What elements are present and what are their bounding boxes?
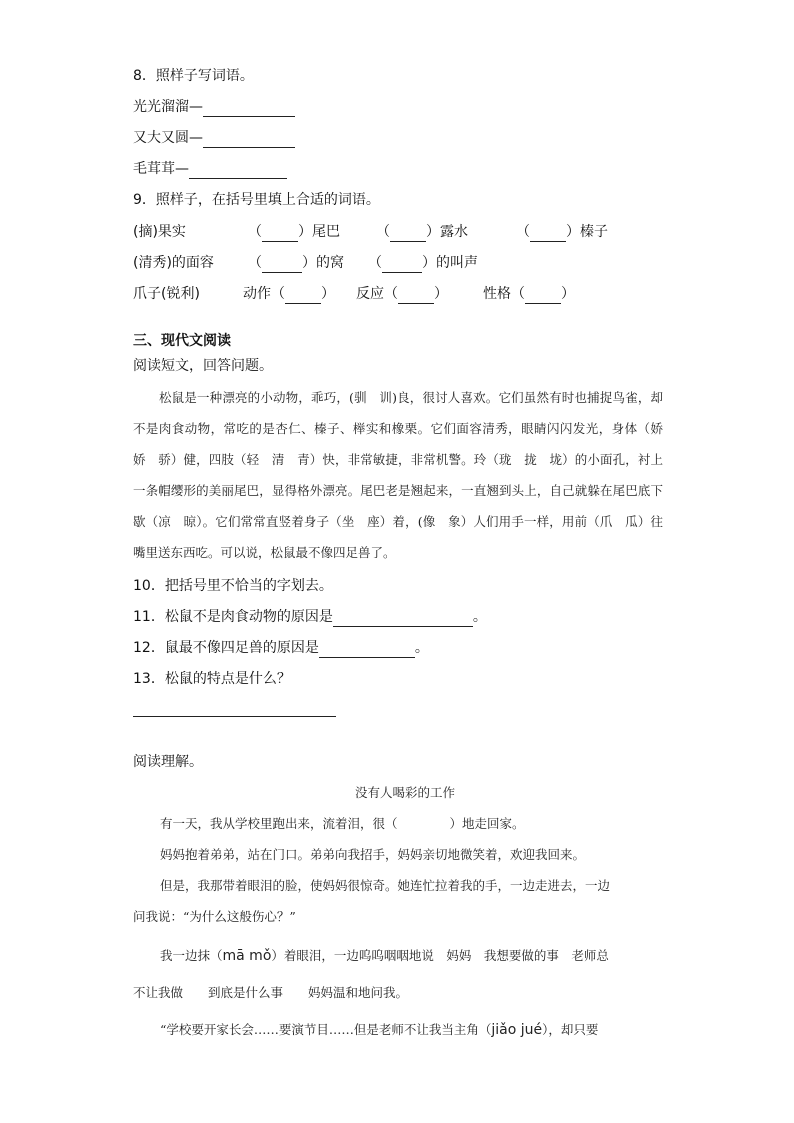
q9-row3-col3	[356, 284, 448, 304]
pinyin: mā mǒ	[222, 948, 272, 964]
answer-blank[interactable]	[203, 131, 295, 148]
story-p3-line2: 问我说：“为什么这般伤心？”	[133, 909, 296, 924]
answer-blank[interactable]	[333, 610, 473, 627]
pinyin: jiǎo jué	[491, 1022, 543, 1038]
q9-row2-col1: (清秀)的面容	[133, 255, 214, 271]
passage-text: 松鼠是一种漂亮的小动物，乖巧，(驯 训)良，很讨人喜欢。它们虽然有时也捕捉鸟雀，却不是肉食动物，常吃的是杏仁、榛子、榉实和橡栗。它们面容清秀，眼睛闪闪发光，身体（娇 娇 骄）健，四肢（轻 清 青）快，非常敏捷，非常机警。玲（珑 拢 垅）的小面孔，衬上一条帽缨形的美丽尾巴，显得格外漂亮。尾巴老是翘起来，一直翘到头上，自己就躲在尾巴底下歇（凉 晾）。它们常常直竖着身子（坐 座）着，(像 象）人们用手一样，用前（爪 瓜）往嘴里送东西吃。可以说，松鼠最不像四足兽了。	[133, 390, 676, 560]
q8-item-2-text: 又大又圆—	[133, 130, 203, 146]
story-p1-b: ）地走回家。	[449, 816, 525, 831]
answer-blank[interactable]	[390, 227, 426, 242]
answer-blank[interactable]	[262, 258, 302, 273]
answer-blank[interactable]	[203, 100, 295, 117]
q8-item-3-text: 毛茸茸—	[133, 161, 189, 177]
paren-close-text: ）的叫声	[422, 255, 478, 271]
answer-blank[interactable]	[525, 289, 561, 304]
label-text: 性格（	[483, 286, 525, 302]
section-heading: 三、现代文阅读	[133, 333, 231, 349]
story-p4-line1	[160, 946, 609, 966]
answer-blank[interactable]	[398, 289, 434, 304]
reading-instruction: 阅读短文，回答问题。	[133, 358, 273, 374]
story-p4-a2: ）着眼泪，一边呜呜咽咽地说 妈妈 我想要做的事 老师总	[271, 948, 609, 963]
label-text: 反应（	[356, 286, 398, 302]
story-p4-a1: 我一边抹（	[160, 948, 223, 963]
story-p1	[160, 814, 525, 834]
q13-answer-line[interactable]	[133, 716, 336, 717]
label-text: 动作（	[243, 286, 285, 302]
q9-title: 9．照样子，在括号里填上合适的词语。	[133, 192, 380, 208]
paren-open: （	[248, 224, 262, 240]
answer-blank[interactable]	[382, 258, 422, 273]
story-title: 没有人喝彩的工作	[355, 785, 456, 800]
q8-title: 8．照样子写词语。	[133, 68, 254, 84]
paren-open: （	[376, 224, 390, 240]
passage-squirrel	[133, 382, 676, 568]
q12	[133, 638, 429, 658]
answer-blank[interactable]	[319, 641, 415, 658]
paren-close-text: ）的窝	[302, 255, 344, 271]
q11	[133, 607, 487, 627]
paren-close: ）	[434, 286, 448, 302]
q9-row1-col3	[376, 222, 468, 242]
q9-row3-col4	[483, 284, 575, 304]
paren-close-text: ）尾巴	[298, 224, 340, 240]
q9-row2-col2	[248, 253, 344, 273]
q8-item-3	[133, 159, 287, 179]
q11-text: 11．松鼠不是肉食动物的原因是	[133, 609, 333, 625]
story-p2: 妈妈抱着弟弟，站在门口。弟弟向我招手，妈妈亲切地微笑着，欢迎我回来。	[160, 847, 586, 862]
q11-end: 。	[472, 609, 487, 625]
answer-blank[interactable]	[189, 162, 287, 179]
paren-close-text: ）露水	[426, 224, 468, 240]
q8-item-1	[133, 97, 295, 117]
q12-text: 12．鼠最不像四足兽的原因是	[133, 640, 319, 656]
story-p5-b: ），却只要	[542, 1022, 599, 1037]
q9-row2-col3	[368, 253, 478, 273]
q8-item-2	[133, 128, 295, 148]
answer-blank[interactable]	[262, 227, 298, 242]
story-p1-a: 有一天，我从学校里跑出来，流着泪，很（	[160, 816, 398, 831]
story-p5-a: “学校要开家长会……要演节目……但是老师不让我当主角（	[160, 1022, 492, 1037]
q9-row1-col2	[248, 222, 340, 242]
story-p5	[160, 1020, 598, 1040]
q12-end: 。	[414, 640, 429, 656]
answer-blank[interactable]	[530, 227, 566, 242]
paren-open: （	[516, 224, 530, 240]
paren-open: （	[368, 255, 382, 271]
story-p3-line1: 但是，我那带着眼泪的脸，使妈妈很惊奇。她连忙拉着我的手，一边走进去，一边	[160, 878, 611, 893]
q13: 13．松鼠的特点是什么？	[133, 671, 291, 687]
q9-row1-col1: (摘)果实	[133, 224, 186, 240]
paren-open: （	[248, 255, 262, 271]
q8-item-1-text: 光光溜溜—	[133, 99, 203, 115]
reading2-instruction: 阅读理解。	[133, 754, 203, 770]
q9-row1-col4	[516, 222, 608, 242]
q10: 10．把括号里不恰当的字划去。	[133, 578, 333, 594]
q9-row3-col1: 爪子(锐利)	[133, 286, 200, 302]
paren-close: ）	[561, 286, 575, 302]
answer-blank[interactable]	[285, 289, 321, 304]
story-p4-line2: 不让我做 到底是什么事 妈妈温和地问我。	[133, 985, 409, 1000]
paren-close-text: ）榛子	[566, 224, 608, 240]
q9-row3-col2	[243, 284, 335, 304]
paren-close: ）	[321, 286, 335, 302]
